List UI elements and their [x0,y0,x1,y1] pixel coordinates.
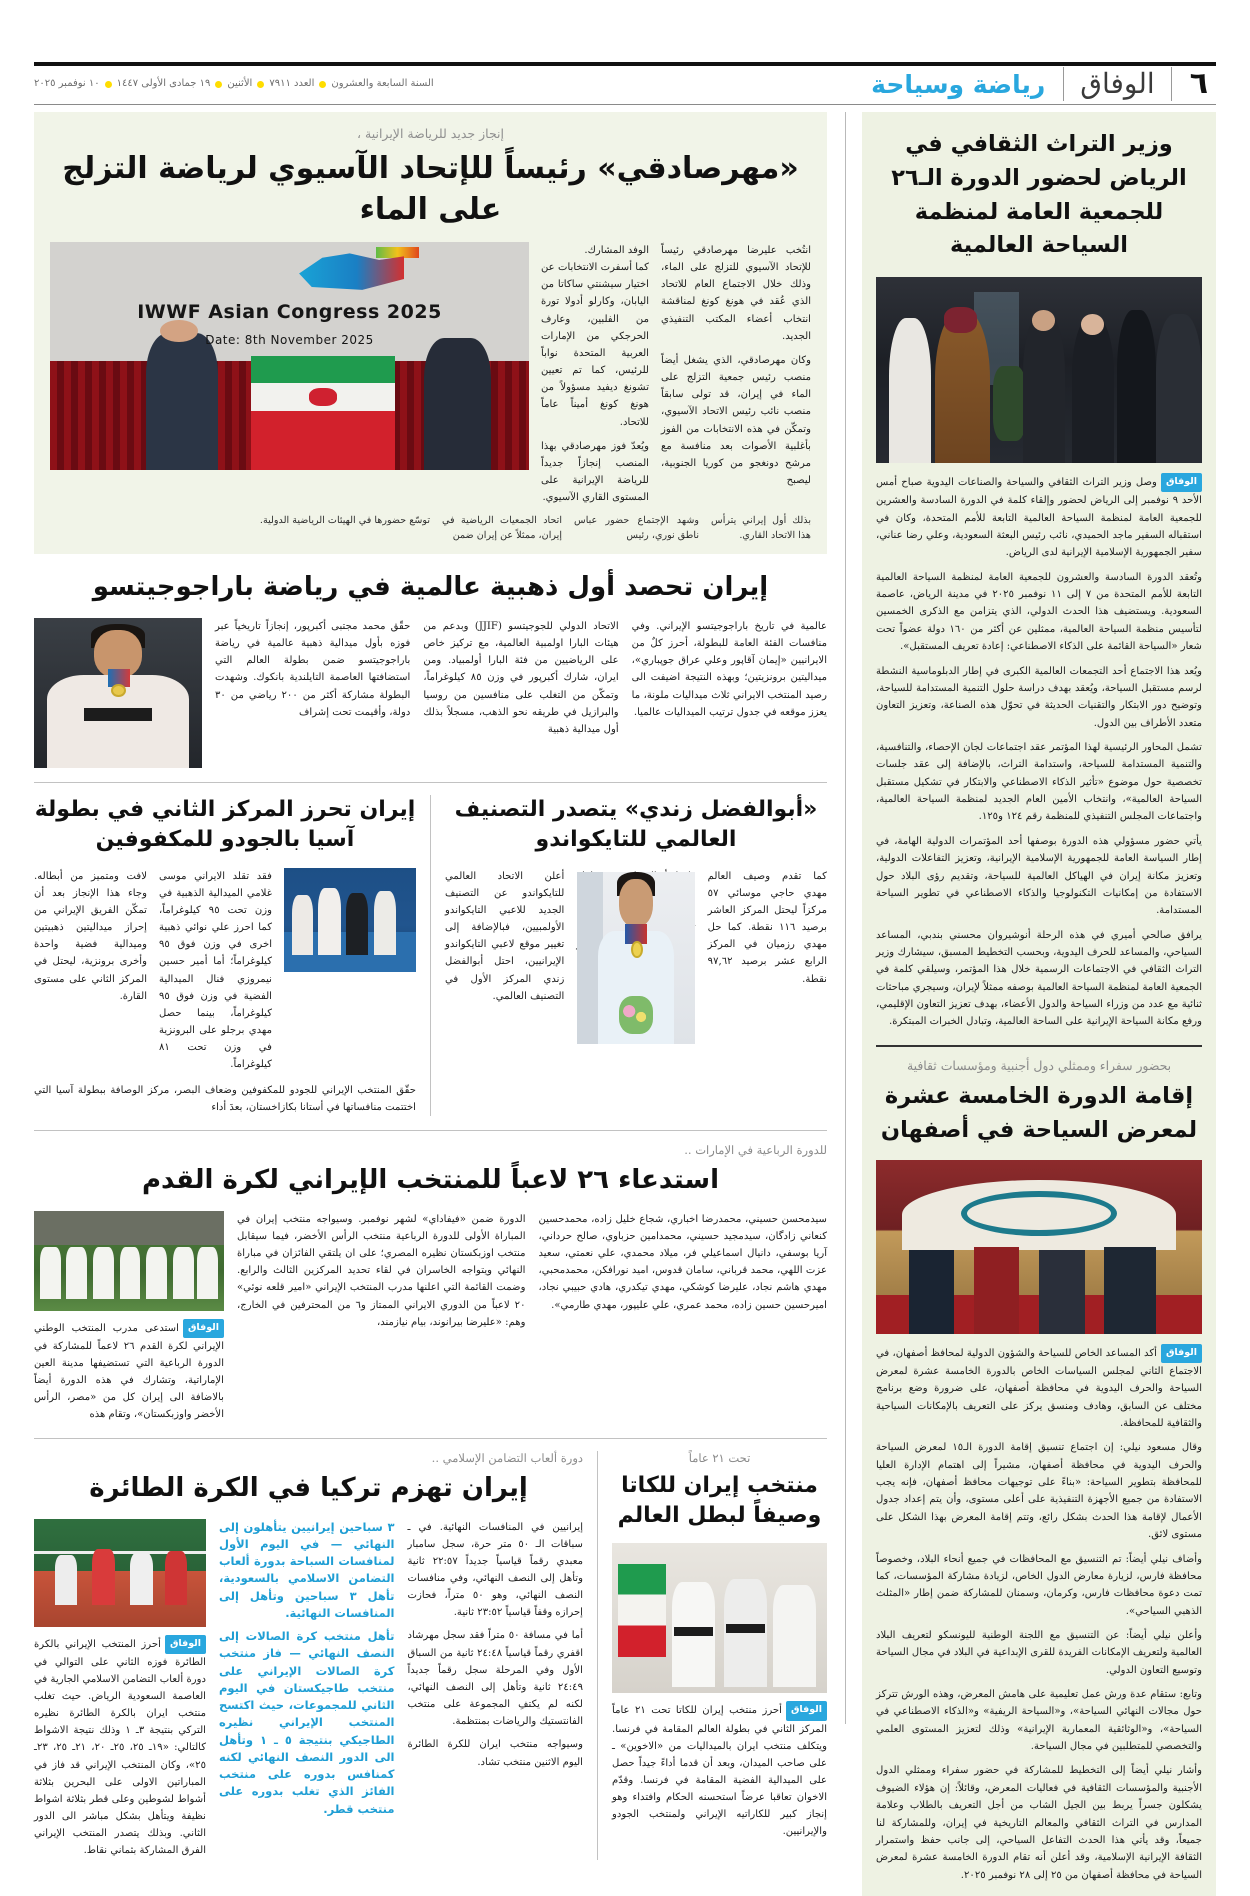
lead-right-paragraph-1: انتُخب عليرضا مهرصادقي رئيساً للإتحاد الآسيوي للتزلج على الماء، وذلك خلال الاجتماع العام للاتحاد الذي عُقد في هونغ كونغ لمناقشة انتخاب أعضاء المكتب التنفيذي الجديد. [661,245,811,342]
judo-col-2: فقد تقلد الايراني موسى غلامي الميدالية الذهبية في وزن تحت ٩٥ كيلوغراماً، كما احرز علي نوائي ذهبية اخرى في وزن فوق ٩٥ كيلوغراماً؛ أما أمير حسين نيمروزي فنال الميدالية الفضية في وزن فوق ٩٥ كيلوغراماً، بينما حصل مهدي برجلو على البرونزية في وزن تحت ٨١ كيلوغراماً. [159,870,272,1071]
football-headline: استدعاء ٢٦ لاعباً للمنتخب الإيراني لكرة القدم [141,1164,719,1195]
bullet-icon [257,81,264,88]
dateline [34,79,434,89]
dateline-hijri: ١٩ جمادى الأولى ١٤٤٧ [116,78,211,89]
football-col-2: الدورة ضمن «فيفاداي» لشهر نوفمبر. وسيواجه منتخب إيران في المباراة الأولى للدورة الرباعية منتخب الرأس الأخضر، فيما سيقابل منتخب اوزبكستان نظيره المصري؛ على ان يلتقي الفائزان في مباراة النهائي ويتواجه الخاسران في لقاء تحديد المركزين الثالث والرابع. وضمت القائمة التي اعلنها مدرب المنتخب الإيراني «امير قلعه نوئي» ٢٠ لاعباً من الدوري الايراني الممتاز و٦ من المحترفين في الخارج، وهم: «عليرضا بيرانوند، بيام نيازمند، [237,1213,526,1328]
karate-body: الوفاقأحرز منتخب إيران للكاتا تحت ٢١ عاماً المركز الثاني في بطولة العالم المقامة في فرنسا. ويتكلف منتخب ايران بالميداليات من «الاخوين» ـ على صاحب الميدان، وبعد أن قدما أداءً جيداً حصل على الميدالية الفضية المقامة في فرنسا. وقدّم الاخوان تعاقبا عرضاً استحسنه الحكام وافتداء وهو إنجاز كبير للكاراتيه الإيراني ولمنتخب الجودو والإيرانيين. [612,1701,827,1840]
volleyball-headline: إيران تهزم تركيا في الكرة الطائرة [89,1472,528,1503]
wafaq-badge: الوفاق [183,1319,224,1338]
masthead-bottom-rule [34,104,1216,105]
section-title: رياضة وسياحة [871,69,1046,99]
wafaq-badge: الوفاق [786,1701,827,1720]
article-taekwondo [445,795,827,1116]
jiujitsu-col-3: عالمية في تاريخ باراجوجيتسو الإيراني. وفي منافسات الفئة العامة للبطولة، أحرز كلٌ من الايرانيين «إيمان آقاپور وعلي عراق جوپباري»، ميداليتين برونزيتين؛ وبهذه النتيجة اضيفت الى رصيد المنتخب الايراني ثلاث ميداليات ملونة، ما يعزز موقعه في جدول ترتيب الميداليات عالميا. [631,620,827,718]
iran-national-football-team-photo [34,1211,224,1311]
parajiujitsu-gold-medalist-photo [34,618,202,768]
minister-paragraph-3: ويُعد هذا الاجتماع أحد التجمعات العالمية الكبرى في إطار الدبلوماسية النشطة لرسم مستقبل السياحة، ويُعقد بهدف دراسة حلول التنمية المستدامة للسياحة، وتوضيح دور الابتكار والتقنيات الحديثة في تحوّل هذه الصناعة، وتعزيز التعاون متعدد الأطراف بين الدول. [876,665,1202,729]
isfahan-paragraph-3: وأضاف نيلي أيضاً: تم التنسيق مع المحافظات في جميع أنحاء البلاد، وخصوصاً محافظة فارس، لزيارة معارض الدول الخاص، لزيادة مشاركة المؤسسات، كما تمت دعوة محافظات فارس، وكرمان، وسمنان للمشاركة ضمن إطار «المثلث الذهبي السياحي». [876,1553,1202,1617]
minister-paragraph-2: وتُعقد الدورة السادسة والعشرون للجمعية العامة لمنظمة السياحة العالمية التابعة للأمم المتحدة من ٧ إلى ١١ نوفمبر ٢٠٢٥ في مدينة الرياض، عاصمة السعودية. ويستضيف هذا الحدث الدولي، الذي يتزامن مع الذكرى الخمسين لتأسيس منظمة السياحة العالمية، ممثلين عن أكثر من ١٦٠ دولة عضواً تحت شعار «السياحة القائمة على الذكاء الاصطناعي: إعادة تعريف المستقبل». [876,571,1202,653]
taekwondo-col-1: أعلن الاتحاد العالمي للتايكواندو عن التصنيف الجديد للاعبي التايكواندو الأولمبيين، فبالإضافة إلى تغيير موقع لاعبي التايكواندو الإيرانيين، احتل أبوالفضل زندي المركز الأول في التصنيف العالمي. [445,870,565,1002]
taekwondo-headline: «أبوالفضل زندي» يتصدر التصنيف العالمي للتايكواندو [454,796,818,853]
panel-divider [430,795,431,1116]
section-rule-3 [34,1438,827,1439]
karate-headline: منتخب إيران للكاتا وصيفاً لبطل العالم [617,1472,822,1528]
lead-kicker: إنجاز جديد للرياضة الإيرانية ، [357,126,504,141]
volleyball-kicker: دورة ألعاب التضامن الإسلامي .. [431,1450,583,1465]
masthead [0,0,1250,108]
sidebar-section-rule [876,1045,1202,1047]
isfahan-headline: إقامة الدورة الخامسة عشرة لمعرض السياحة في أصفهان [880,1083,1198,1143]
judo-col-3: حقّق المنتخب الإيراني للجودو للمكفوفين وضعاف البصر، مركز الوصافة ببطولة آسيا التي اختتمت منافساتها في أستانا بكازاخستان، بعدَ أداء [34,1084,416,1113]
lead-right-paragraph-2: وكان مهرصادقي، الذي يشغل أيضاً منصب رئيس جمعية التزلج على الماء في إيران، قد تولى سابقاً منصب نائب رئيس الاتحاد الآسيوي، وتمكّن في هذه الانتخابات من الفوز بأغلبية الأصوات بعد منافسة مع مرشح دونغجو من كوريا الجنوبية، ليصبح [661,354,811,487]
volleyball-sub-2: تأهل منتخب كرة الصالات إلى النصف النهائي — فاز منتخب كرة الصالات الإيراني على منتخب طاجيكستان في اليوم الثاني للمجموعات، حيث اكتسح المنتخب الإيراني نظيره الطاجيكي بنتيجة ٥ ـ ١ وتأهل الى الدور النصف النهائي لكنه كمنافس بدوره على منتخب الفائز الذي تغلب بدوره على منتخب قطر. [219,1629,395,1816]
minister-arrival-photo [876,277,1202,463]
masthead-divider-1 [1171,67,1172,101]
jiujitsu-headline: إيران تحصد أول ذهبية عالمية في رياضة باراجوجيتسو [92,572,769,603]
isfahan-paragraph-5: وتابع: ستقام عدة ورش عمل تعليمية على هامش المعرض، وهذه الورش تتركز حول مجالات النهائي السياحة»، و«السياحة الريفية» و«الذكاء الاصطناعي في السياحة»، و«الوثائقية المعمارية الإيرانية» وذلك لتعزيز المستوى العلمي والتخصصي للمتطلبين في مجال السياحة. [876,1689,1202,1753]
masthead-divider-2 [1063,67,1064,101]
judo-headline: إيران تحرز المركز الثاني في بطولة آسيا بالجودو للمكفوفين [34,796,416,853]
football-kicker: للدورة الرباعية في الإمارات .. [684,1142,827,1157]
newspaper-brand: الوفاق [1080,67,1155,100]
karate-kata-team-photo [612,1543,827,1693]
football-col-1: سيدمحسن حسيني، محمدرضا اخباري، شجاع خليل زاده، محمدحسين كنعاني زادگان، سيدمجيد حسيني، محمدامين حزباوي، صالح حرداني، آريا بوسفي، دانيال اسماعيلي فر، ميلاد محمدي، علي نعمتي، سعيد عزت اللهي، محمد قرباني، سامان قدوس، اميد نورافكن، محمدمحبي، مهدي هاشم نجاد، عليرضا كوشكي، مهدي تيكدري، هادي حبيبي نجاد، اميرحسين حسين زاده، محمد عمري، علي عليپور، مهدي طارمي». [538,1213,827,1311]
isfahan-paragraph-4: وأعلن نيلي أيضاً: عن التنسيق مع اللجنة الوطنية لليونسكو لتعريف البلاد العالمية ولتعريف الإمكانات الفريدة للقرى الإبداعية في البلاد في مجال السياحة وتوسيع التعاون الدولي. [876,1629,1202,1676]
lead-mid-paragraph-1: الوفد المشارك. [584,245,649,256]
article-karate-kata [612,1451,827,1860]
bottom-panel-row [34,1451,827,1860]
dateline-day: الأثنين [227,78,253,89]
minister-paragraph-5: يأتي حضور مسؤولي هذه الدورة بوصفها أحد المؤتمرات الدولية الهامة، في إطار السياسة العامة للجمهورية الإسلامية الإيرانية، وتعزيز التفاعلات الدولية، وتعزيز مكانة إيران في الهياكل العالمية للسياحة، وتقديم رؤى البلاد حول الاستفادة من إمكانيات التكنولوجيا والذكاء الاصطناعي في تطوير السياحة المستدامة. [876,835,1202,917]
panel-divider-2 [597,1451,598,1860]
lead-caption-2: وشهد الإجتماع حضور عباس ناطق نوري، رئيس [574,515,699,542]
wafaq-badge: الوفاق [165,1635,206,1654]
section-rule-2 [34,1130,827,1131]
article-football-squad [34,1143,827,1424]
iwwf-asian-congress-photo [50,242,529,470]
bullet-icon [105,81,112,88]
karate-kicker: تحت ٢١ عاماً [688,1450,751,1465]
wafaq-badge: الوفاق [1161,473,1202,492]
isfahan-paragraph-2: وقال مسعود نيلي: إن اجتماع تنسيق إقامة الدورة الـ١٥ لمعرض السياحة والحرف اليدوية في محافظة أصفهان، مشيراً إلى اهتمام الإدارة العليا للمحافظة بتطوير السياحة: «بناءً على توجيهات محافظ أصفهان، فإنه يجب الاستفادة من جميع الأجهزة التنفيذية على أعلى مستوى، وأن يتم إعداد جدول الأعمال لإقامة هذا الحدث بشكل رائع، وتتم إقامة المعرض بهذا الشكل على مستوى لائق. [876,1442,1202,1541]
wafaq-badge: الوفاق [1161,1344,1202,1363]
judo-col-1: لافت ومتميز من أبطاله. وجاء هذا الإنجاز بعد أن تمكّن الفريق الإيراني من إحراز ميداليتين ذهبيتين وميدالية فضية واحدة وأخرى برونزية، ليحتل في المركز الثاني على مستوى القارة. [34,870,147,1002]
isfahan-paragraph-1: الوفاقأكد المساعد الخاص للسياحة والشؤون الدولية لمحافظ أصفهان، في الاجتماع الثاني لمجلس السياسات الخاص بالدورة الخامسة عشرة لمعرض السياحة والحرف اليدوية في محافظة أصفهان، على ضرورة وضع برنامج مختلف عن السابق، وهادف ومنسق يركز على التعريف بالإمكانات السياحية والثقافية للمحافظة. [876,1344,1202,1433]
article-parajiujitsu [34,570,827,768]
volleyball-sub-1: ٣ سباحين إيرانيين يتأهلون إلى النهائي — في اليوم الأول لمنافسات السباحة بدورة ألعاب التضامن الاسلامي بالسعودية، تأهل ٣ سباحين وتأهل إلى المنافسات النهائية. [219,1519,395,1620]
volleyball-match-photo [34,1519,206,1627]
lead-mid-paragraph-2: كما أسفرت الانتخابات عن اختيار سيشنتي ساكاتا من اليابان، وكارلو أدولا تورة من الفلبين، وعارف الحرجكي من الإمارات العربية المتحدة نواباً للرئيس، كما تم تعيين تشونغ ديفيد مسؤولاً من هونغ كونغ أميناً عاماً للاتحاد. [541,262,649,428]
lead-caption-4: توسّع حضورها في الهيئات الرياضية الدولية. [259,515,430,527]
minister-paragraph-1: الوفاقوصل وزير التراث الثقافي والسياحة والصناعات اليدوية صباح أمس الأحد ٩ نوفمبر إلى الرياض لحضور وإلقاء كلمة في الدورة السادسة والعشرين للجمعية العامة لمنظمة السياحة العالمية التابعة للأمم المتحدة، وكان في استقباله السفير ماجد الحميدي، نائب رئيس البعثة السعودية، وعلي رضا عناني، سفير الجمهورية الإسلامية الإيرانية لدى الرياض. [876,473,1202,562]
minister-paragraph-4: تشمل المحاور الرئيسية لهذا المؤتمر عقد اجتماعات لجان الإحصاء، والتنافسية، والتنمية المستدامة للسياحة، واستدامة التراث، بالإضافة إلى عقد جلسات تخصصية حول موضوع «تأثير الذكاء الاصطناعي والابتكار في تشكيل مستقبل السياحة العالمية»، وانتخاب الأمين العام الجديد لمنظمة السياحة العالمية، واجتماعات المجلس التنفيذي للمنظمة رقم ١٢٤ و١٢٥. [876,742,1202,823]
column-divider [845,112,846,1724]
taekwondo-col-3: كما تقدم وصيف العالم مهدي حاجي موسائي ٥٧ مركزاً ليحتل المركز العاشر برصيد ١١٦ نقطة. كما حل مهدي رزميان في المركز الرابع عشر برصيد ٩٧,٦٢ نقطة. [707,870,827,985]
article-isfahan-expo [876,1057,1202,1884]
article-blind-judo [34,795,416,1116]
isfahan-kicker: بحضور سفراء وممثلي دول أجنبية ومؤسسات ثقافية [906,1057,1172,1073]
jiujitsu-col-2: الاتحاد الدولي للجوجيتسو (JJIF) وبدعم من هيئات البارا اولمبية العالمية، مع تركيز خاص على الرياضيين من فئة البارا أولمبياد. ومن ايران، شارك أكبرپور في وزن ٨٥ كيلوغراماً، وتمكّن من التغلب على منافسين من روسيا والبرازيل في طريقه نحو الذهب، مسجلاً بذلك أول ميدالية ذهبية [423,620,619,735]
volleyball-col-1: إيرانيين في المنافسات النهائية. في ـ سباقات الـ ٥٠ متر حرة، سجل سامبار معبدي رقماً قياسياً جديداً ٢٢:٥٧ ثانية وتأهل إلى النصف النهائي، وفي منافسات النصف النهائي، وهو ٥٠ متراً، فحازت إحرازه وقفاً قياسياً ٢٣:٥٢ ثانية. أما في مسافة ٥٠ متراً فقد سجل مهرشاد اقفري رقماً قياسياً ٢٤:٤٨ ثانية من السباق الأول وفي المرحلة سجل رقماً جديداً ٢٤:٤٩ ثانية وتأهل إلى النصف النهائي، لكنه لم يكتفِ المجموعة على منتخب الفانتستيك والرياضات بمنتظمة. وسيواجه منتخب ايران للكرة الطائرة اليوم الاثنين منتخب تشاد. [407,1521,583,1768]
main-column [34,112,845,1857]
bullet-icon [215,81,222,88]
jiujitsu-col-1: حقّق محمد مجتبى أكبرپور، إنجازاً تاريخياً عبر فوزه بأول ميدالية ذهبية عالمية في رياضة باراجوجيتسو ضمن بطولة العالم التي استضافتها العاصمة التايلندية بانكوك. وشهدت البطولة مشاركة أكثر من ٢٠٠ رياضي من ٣٠ دولة، وأقيمت تحت إشراف [215,620,411,718]
section-rule-1 [34,782,827,783]
lead-caption-1: بذلك أول إيراني يترأس هذا الاتحاد القاري. [711,515,811,542]
congress-title-text: 2025 IWWF Asian Congress [137,301,442,324]
bullet-icon [319,81,326,88]
dateline-issue: العدد ٧٩١١ [269,78,315,89]
page-content [34,112,1216,1881]
dateline-gregorian: ١٠ نوفمبر ٢٠٢٥ [34,78,100,89]
two-panel-row [34,795,827,1116]
taekwondo-champion-photo [577,872,695,1044]
football-col-3: الوفاقاستدعى مدرب المنتخب الوطني الإيراني لكرة القدم ٢٦ لاعماً للمشاركة في الدورة الرباعية التي تستضيفها مدينة العين الإماراتية، وتشارك في هذه الدورة أيضاً بالاضافة الى إيران كل من «مصر، الرأس الأخضر واوزبكستان»، وتقام هذه [34,1319,224,1424]
blind-judo-team-podium-photo [284,868,416,972]
isfahan-tourism-expo-photo [876,1160,1202,1334]
article-iwwf-president [34,112,827,554]
article-volleyball [34,1451,583,1860]
volleyball-col-2 [219,1519,395,1818]
sidebar-column [846,112,1216,1881]
congress-date-text: Date: 8th November 2025 [205,333,374,348]
dateline-year: السنة السابعة والعشرون [331,78,434,89]
page-number: ٦ [1189,66,1208,101]
volleyball-col-3: الوفاقأحرز المنتخب الإيراني بالكرة الطائرة فوزه الثاني على التوالي في دورة ألعاب التضامن الاسلامي الجارية في العاصمة السعودية الرياض. حيث تغلب منتخب ايران بالكرة الطائرة نظيره التركي بنتيجة ٣ـ ١ وذلك نتيجة الاشواط كالتالي: «١٩ـ ٢٥، ٢٥ـ ٢٠، ٢١ـ ٢٥، ٢٣ـ ٢٥»، وكان المنتخب الإيراني قد فاز في المباراتين الاولى على البحرين بثلاثة أشواط لشوطين وعلى قطر بثلاثة اشواط نظيفة ويتأهل بشكل مباشر الى الدور الثاني. وبذلك يتصدر المنتخب الإيراني الفرق المشاركة بثماني نقاط. [34,1635,206,1860]
isfahan-paragraph-6: وأشار نيلي أيضاً إلى التخطيط للمشاركة في حضور سفراء وممثلي الدول الأجنبية والمؤسسات الثقافية في فعاليات المعرض، وقائلاً: إن هؤلاء الضيوف يشكلون جسراً يربط بين الجيل الشاب من أجل التعريف بالطلاب وعلامة المدارس في التراث الثقافي والمعالم التاريخية في إيران، وللمشاركة لنا جميعاً، وقد يأتي هذا الحدث التفاعل السياحي، إلى جانب حفظ واستمرار الثقافة الإيرانية الإسلامية، وقد أعلن أنه تقام الدورة الخامسة عشرة لمعرض السياحة في محافظة أصفهان من ٢٥ إلى ٢٨ نوفمبر ٢٠٢٥. [876,1765,1202,1881]
minister-headline: وزير التراث الثقافي في الرياض لحضور الدورة الـ٢٦ للجمعية العامة لمنظمة السياحة العالمية [891,131,1187,259]
article-minister-riyadh [862,112,1216,1896]
lead-headline: «مهرصادقي» رئيساً للإتحاد الآسيوي لرياضة التزلج على الماء [62,151,799,227]
lead-caption-3: اتحاد الجمعيات الرياضية في إيران، ممثلاً عن إيران ضمن [442,515,562,542]
lead-mid-paragraph-3: ويُعدّ فوز مهرصادقي بهذا المنصب إنجازاً جديداً للرياضة الإيرانية على المستوى القاري الآسيوي. [541,440,649,504]
minister-paragraph-6: يرافق صالحي أميري في هذه الرحلة أنوشيروان محسني بندبي، المساعد السياحي، والمساعد للحرف اليدوية، وبحسب التخطيط المسبق، سيشارك وزير التراث الثقافي في الاجتماعات الرسمية خلال هذا المؤتمر، وسيلقي كلمة في الجمعية العامة لمنظمة السياحة العالمية بوصفه ممثلاً لإيران، وسيجري مباحثات ثنائية مع عدد من وزراء السياحة والدول الأعضاء، بهدف تعزيز التعاون الإقليمي، ورفع مكانة السياحة الإيرانية على الساحة العالمية، وتبادل الخبرات المبتكرة. [876,929,1202,1028]
